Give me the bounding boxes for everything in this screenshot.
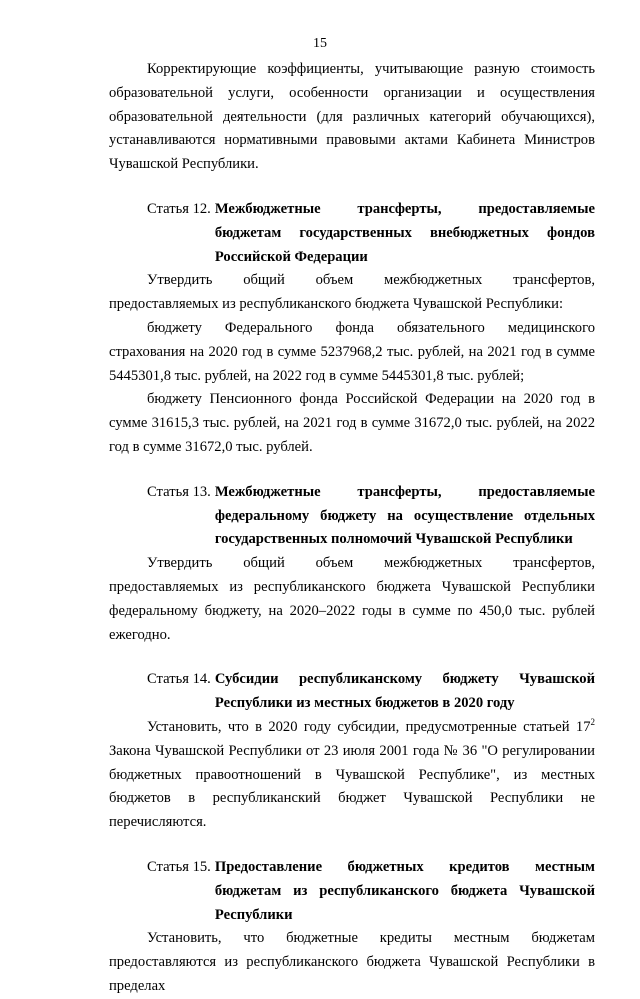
paragraph: Установить, что бюджетные кредиты местным бюджетам предоставляются из республиканского бюджета Чувашской Республики в пределах	[109, 930, 595, 994]
document-body	[109, 58, 595, 999]
article-title: Межбюджетные трансферты, предоставляемые федеральному бюджету на осуществление отдельных государственных полномочий Чувашской Республики	[214, 483, 595, 548]
article-title: Субсидии республиканскому бюджету Чувашской Республики из местных бюджетов в 2020 году	[214, 671, 595, 712]
text-segment: Закона Чувашской Республики от 23 июля 2001 года № 36 "О регулировании бюджетных правоотношений в Чувашской Республике", из местных бюджетов в республиканский бюджет Чувашской Республики не перечисляются.	[109, 742, 595, 831]
article-label: Статья 15.	[147, 858, 211, 875]
paragraph: Утвердить общий объем межбюджетных трансфертов, предоставляемых из республиканского бюджета Чувашской Республики федеральному бюджету, на 2020–2022 годы в сумме по 450,0 тыс. рублей ежегодно.	[109, 555, 595, 643]
article-title: Предоставление бюджетных кредитов местным бюджетам из республиканского бюджета Чувашской Республики	[214, 858, 595, 923]
article-label: Статья 14.	[147, 671, 211, 688]
article-label: Статья 13.	[147, 483, 211, 500]
article-13-heading	[109, 481, 595, 552]
page-number: 15	[313, 36, 327, 51]
paragraph: бюджету Пенсионного фонда Российской Федерации на 2020 год в сумме 31615,3 тыс. рублей, на 2021 год в сумме 31672,0 тыс. рублей, на 2022 год в сумме 31672,0 тыс. рублей.	[109, 391, 595, 455]
article-15-heading	[109, 856, 595, 927]
text-segment: Установить, что в 2020 году субсидии, предусмотренные статьей 17	[147, 718, 591, 735]
article-12-heading	[109, 198, 595, 269]
paragraph: бюджету Федерального фонда обязательного медицинского страхования на 2020 год в сумме 5237968,2 тыс. рублей, на 2021 год в сумме 5445301,8 тыс. рублей, на 2022 год в сумме 5445301,8 тыс. рублей;	[109, 319, 595, 384]
intro-paragraph: Корректирующие коэффициенты, учитывающие разную стоимость образовательной услуги, особенности организации и осуществления образовательной деятельности (для различных категорий обучающихся), устанавливаются нормативными правовыми актами Кабинета Министров Чувашской Республики.	[109, 61, 595, 173]
paragraph	[109, 716, 595, 835]
article-label: Статья 12.	[147, 200, 211, 217]
article-title: Межбюджетные трансферты, предоставляемые бюджетам государственных внебюджетных фондов Российской Федерации	[214, 200, 595, 265]
superscript: 2	[590, 717, 595, 728]
article-14-heading	[109, 668, 595, 716]
paragraph: Утвердить общий объем межбюджетных трансфертов, предоставляемых из республиканского бюджета Чувашской Республики:	[109, 272, 595, 313]
